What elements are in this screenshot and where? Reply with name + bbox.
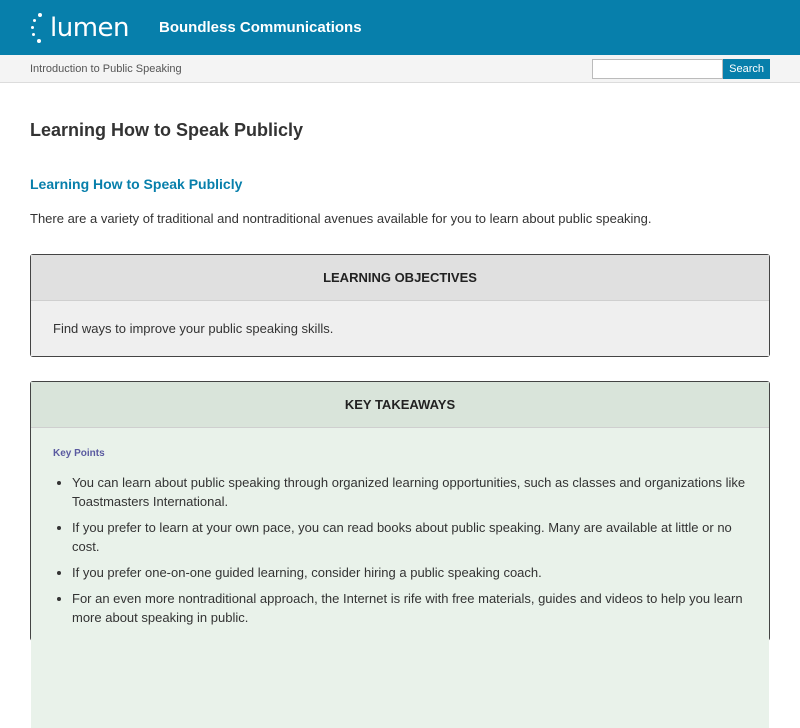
section-heading: Learning How to Speak Publicly — [30, 176, 243, 192]
lumen-logo[interactable] — [30, 11, 129, 45]
search-input[interactable] — [592, 59, 723, 79]
top-header — [0, 0, 800, 55]
main-content — [0, 120, 800, 641]
learning-objectives-heading: LEARNING OBJECTIVES — [31, 255, 769, 301]
logo-dots-icon — [30, 11, 48, 45]
list-item: • You can learn about public speaking through organized learning opportunities, such as classes and organizations like Toastmasters International. — [72, 473, 747, 511]
search-button[interactable]: Search — [723, 59, 770, 79]
key-takeaways-box — [30, 381, 770, 641]
intro-paragraph: There are a variety of traditional and nontraditional avenues available for you to learn about public speaking. — [30, 211, 652, 226]
learning-objectives-box — [30, 254, 770, 357]
list-item: • If you prefer one-on-one guided learning, consider hiring a public speaking coach. — [72, 563, 747, 582]
search-form — [592, 59, 770, 79]
list-item: • For an even more nontraditional approach, the Internet is rife with free materials, guides and videos to help you learn more about speaking in public. — [72, 589, 747, 627]
key-points-label: Key Points — [53, 448, 105, 459]
learning-objectives-text: Find ways to improve your public speaking skills. — [31, 301, 769, 356]
key-takeaways-heading: KEY TAKEAWAYS — [31, 382, 769, 428]
key-points-list — [53, 473, 747, 627]
list-item: • If you prefer to learn at your own pace, you can read books about public speaking. Many are available at little or no cost. — [72, 518, 747, 556]
sub-navigation-bar — [0, 55, 800, 83]
key-takeaways-body — [31, 428, 769, 728]
site-title[interactable]: Boundless Communications — [159, 19, 362, 36]
breadcrumb-link[interactable]: Introduction to Public Speaking — [30, 62, 182, 75]
page-title: Learning How to Speak Publicly — [30, 120, 304, 140]
logo-text: lumen — [50, 12, 130, 43]
